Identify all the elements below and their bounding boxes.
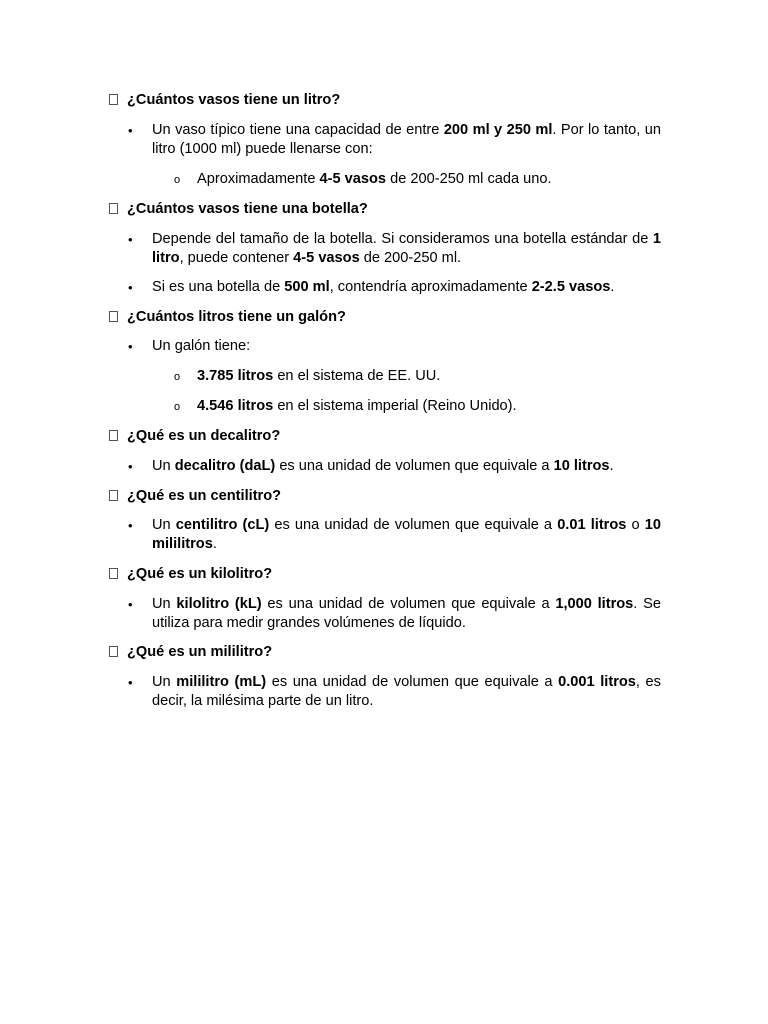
text-span: . Por lo tanto, un litro (1000 ml) puede llenarse con: [152,122,661,157]
text-span: es una unidad de volumen que equivale a [266,674,559,690]
list-item [152,121,661,159]
text-span: Depende del tamaño de la botella. Si consideramos una botella estándar de [152,231,653,247]
text-span: Un vaso típico tiene una capacidad de entre [152,122,444,138]
bold-text: 10 mililitros [152,517,661,552]
question-heading [109,200,368,218]
bold-text: 500 ml [284,279,330,295]
text-span: ¿Qué es un decalitro? [127,428,281,444]
bold-text: decalitro (daL) [174,458,276,474]
square-bullet-icon [109,94,118,105]
text-span: ¿Qué es un mililitro? [127,644,273,660]
text-span: Un [152,674,177,690]
text-span: de 200-250 ml cada uno. [386,171,552,187]
bold-text: 0.01 litros [557,517,627,533]
text-span: Un galón tiene: [152,338,251,354]
text-span: . [212,536,217,552]
bold-text: 10 litros [553,458,610,474]
text-span: ¿Qué es un kilolitro? [127,566,273,582]
text-span: es una unidad de volumen que equivale a [275,458,554,474]
list-item [152,516,661,554]
bold-text: 4-5 vasos [293,250,360,266]
square-bullet-icon [109,311,118,322]
list-item [152,337,661,356]
text-span: ¿Cuántos vasos tiene una botella? [127,201,368,217]
square-bullet-icon [109,646,118,657]
bold-text: 4-5 vasos [319,171,387,187]
text-span: , puede contener [179,250,294,266]
bold-text: 200 ml y 250 ml [443,122,553,138]
list-item [152,457,661,476]
text-span: ¿Cuántos vasos tiene un litro? [127,92,341,108]
bold-text: 0.001 litros [558,674,636,690]
bold-text: mililitro (mL) [176,674,267,690]
square-bullet-icon [109,203,118,214]
text-span: ¿Cuántos litros tiene un galón? [127,309,346,325]
bold-text: 3.785 litros [197,368,274,384]
square-bullet-icon [109,568,118,579]
text-span: en el sistema imperial (Reino Unido). [273,398,517,414]
bold-text: kilolitro (kL) [176,596,262,612]
list-item [152,278,661,297]
list-item [152,230,661,268]
text-span: en el sistema de EE. UU. [273,368,441,384]
question-heading [109,487,281,505]
question-heading [109,91,340,109]
text-span: Aproximadamente [197,171,320,187]
bold-text: 1,000 litros [555,596,634,612]
text-span: de 200-250 ml. [359,250,462,266]
text-span: es una unidad de volumen que equivale a [269,517,558,533]
question-heading [109,308,346,326]
question-heading [109,643,272,661]
text-span: , es decir, la milésima parte de un litro. [152,674,661,709]
text-span: o [626,517,645,533]
list-item [152,595,661,633]
question-heading [109,427,280,445]
square-bullet-icon [109,430,118,441]
sub-list-item [197,367,440,386]
text-span: es una unidad de volumen que equivale a [261,596,556,612]
text-span: . [610,279,615,295]
text-span: Un [152,517,176,533]
bold-text: 2-2.5 vasos [531,279,611,295]
question-heading [109,565,272,583]
text-span: Un [152,596,177,612]
text-span: ¿Qué es un centilitro? [127,488,282,504]
text-span: Un [152,458,175,474]
square-bullet-icon [109,490,118,501]
text-span: Si es una botella de [152,279,285,295]
sub-list-item [197,397,517,416]
text-span: , contendría aproximadamente [329,279,532,295]
sub-list-item [197,170,552,189]
bold-text: 4.546 litros [197,398,274,414]
bold-text: centilitro (cL) [175,517,270,533]
list-item [152,673,661,711]
text-span: . [609,458,614,474]
text-span: . Se utiliza para medir grandes volúmenes de líquido. [152,596,661,631]
bold-text: 1 litro [152,231,661,266]
